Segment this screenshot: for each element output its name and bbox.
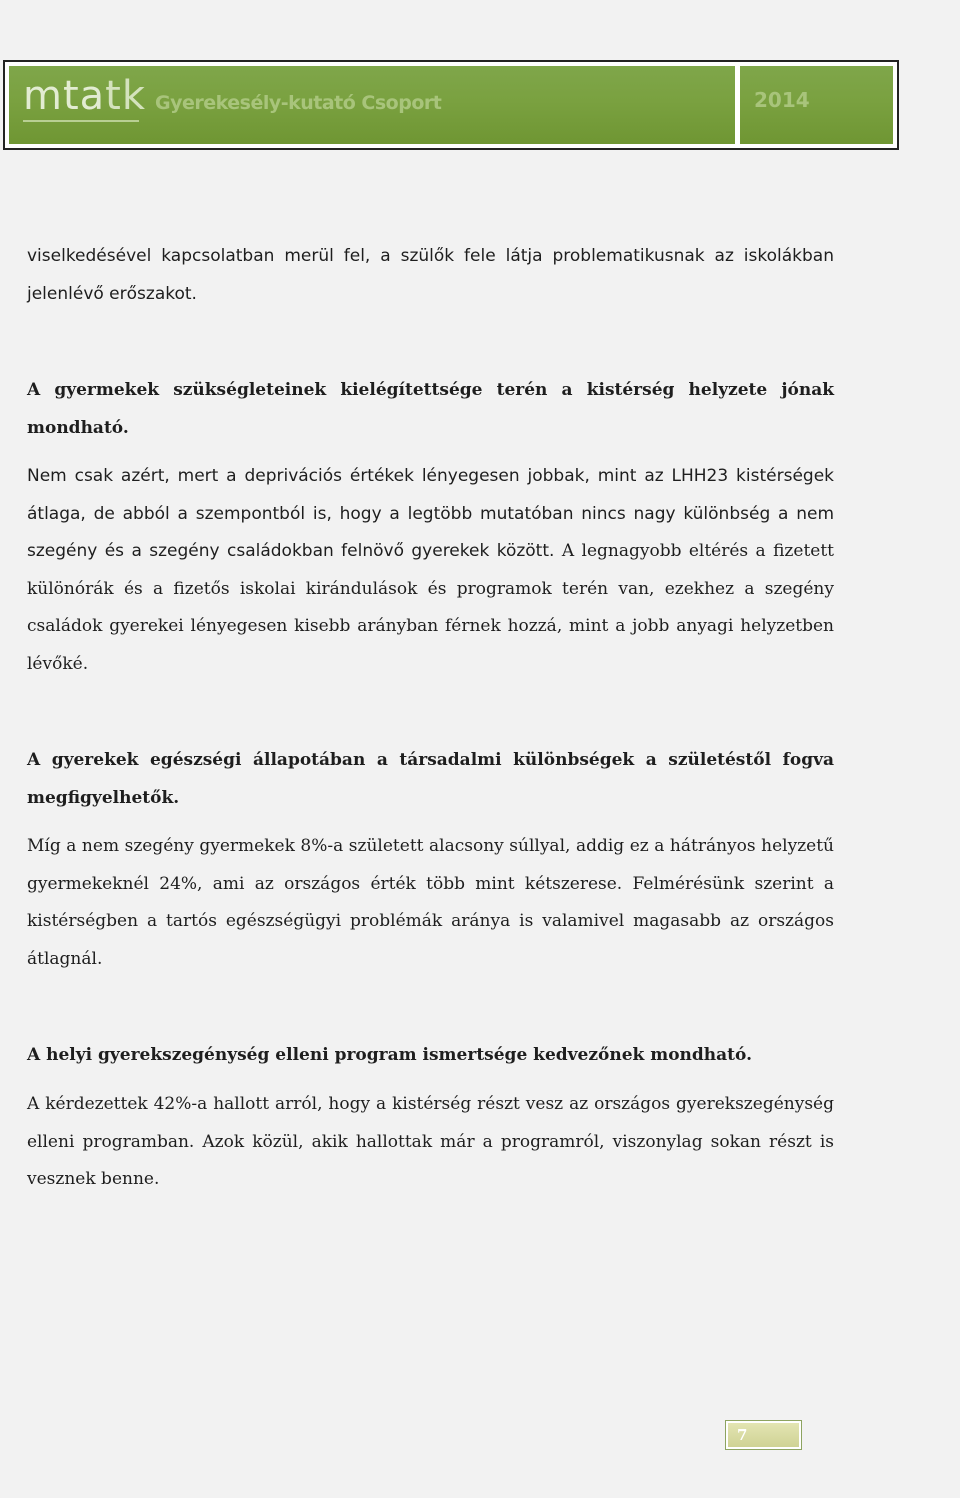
mtatk-logo: mtatk bbox=[23, 73, 147, 119]
research-group-name: Gyerekesély-kutató Csoport bbox=[155, 92, 442, 114]
paragraph-violence: viselkedésével kapcsolatban merül fel, a szülők fele látja problematikusnak az iskolákban jelenlévő erőszakot. bbox=[27, 246, 834, 304]
header-right-panel bbox=[740, 66, 893, 144]
header-banner bbox=[3, 60, 899, 150]
logo-underline bbox=[23, 120, 139, 122]
page-number: 7 bbox=[728, 1423, 799, 1447]
paragraph-deprivation: Nem csak azért, mert a deprivációs értékek lényegesen jobbak, mint az LHH23 kistérségek átlaga, de abból a szempontból is, hogy a legtöbb mutatóban nincs nagy különbség a nem szegény és a szegény családokban felnövő gyerekek között. A legnagyobb eltérés a fizetett különórák és a fizetős iskolai kirándulások és programok terén van, ezekhez a szegény családok gyerekei lényegesen kisebb arányban férnek hozzá, mint a jobb anyagi helyzetben lévőké. bbox=[27, 466, 835, 674]
heading-health: A gyerekek egészségi állapotában a társadalmi különbségek a születéstől fogva megfigyelhetők. bbox=[27, 750, 834, 808]
header-left-panel bbox=[9, 66, 735, 144]
paragraph-health: Míg a nem szegény gyermekek 8%-a született alacsony súllyal, addig ez a hátrányos helyzetű gyermekeknél 24%, ami az országos érték több mint kétszerese. Felmérésünk szerint a kistérségben a tartós egészségügyi problémák aránya is valamivel magasabb az országos átlagnál. bbox=[27, 836, 834, 969]
header-year: 2014 bbox=[754, 88, 810, 112]
heading-program: A helyi gyerekszegénység elleni program ismertsége kedvezőnek mondható. bbox=[27, 1045, 752, 1065]
page-number-box bbox=[725, 1420, 802, 1450]
paragraph-program: A kérdezettek 42%-a hallott arról, hogy a kistérség részt vesz az országos gyerekszegénység elleni programban. Azok közül, akik hallottak már a programról, viszonylag sokan részt is vesznek benne. bbox=[27, 1094, 834, 1189]
heading-needs: A gyermekek szükségleteinek kielégítettsége terén a kistérség helyzete jónak mondható. bbox=[27, 380, 834, 438]
